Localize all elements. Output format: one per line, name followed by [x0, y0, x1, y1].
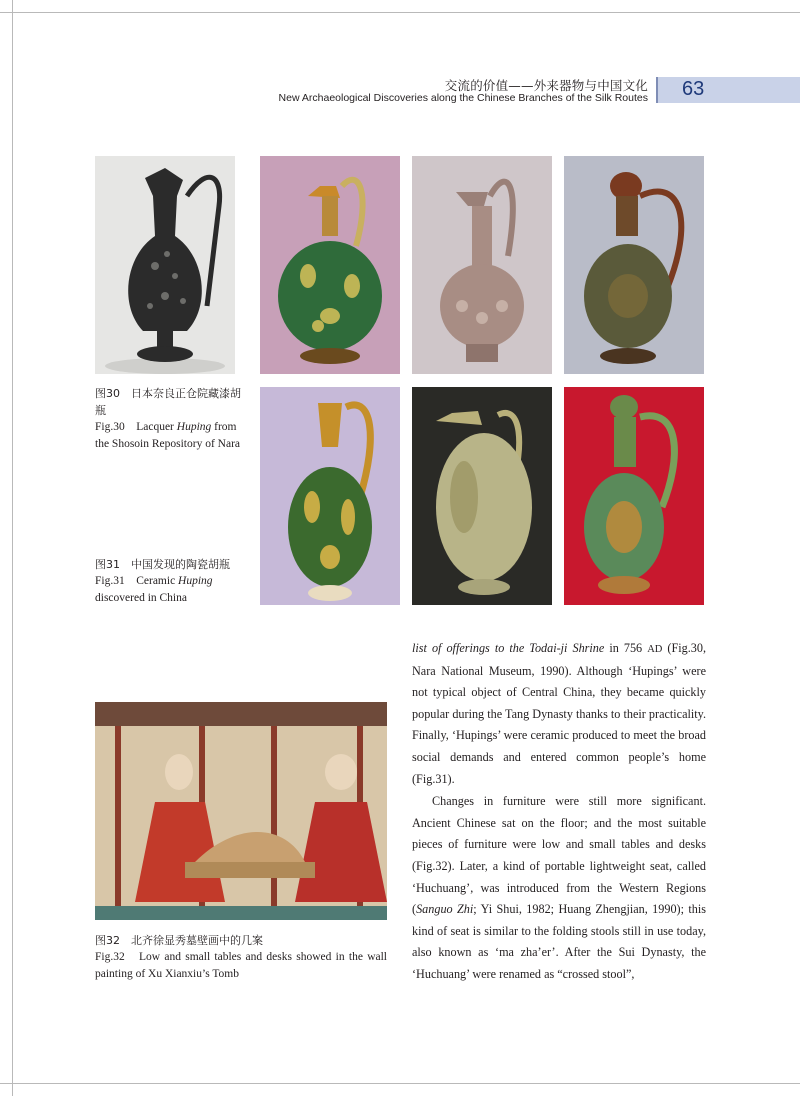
running-header-chinese: 交流的价值——外来器物与中国文化 [444, 78, 648, 93]
page-number: 63 [682, 78, 705, 100]
paragraph-2-italic: Sanguo Zhi [416, 902, 474, 917]
running-header-english: New Archaeological Discoveries along the Chinese Branches of the Silk Routes [278, 92, 648, 104]
photo-fig31-sancai-ewer-green [260, 156, 400, 374]
caption-fig32-chinese: 图32 北齐徐显秀墓壁画中的几案 [95, 934, 263, 947]
paragraph-1-era: AD [647, 644, 663, 655]
caption-fig30-english-suffix: from the Shosoin Repository of Nara [95, 421, 241, 450]
photo-fig31-sancai-ewer-tall [260, 387, 400, 605]
paragraph-1-text-b: (Fig.30, Nara National Museum, 1990). Although ‘Hupings’ were not typical object of Central China, they became quickly popular during the Tang Dynasty thanks to their practicality. Finally, ‘Hupings’ were ceramic produced to meet the broad social demands and entered common people’s home (Fig.31). [412, 641, 706, 786]
caption-fig32 [95, 932, 387, 983]
photo-fig31-gray-ewer [412, 156, 552, 374]
caption-fig30 [95, 385, 245, 453]
caption-fig31-english-italic: Huping [178, 575, 213, 587]
frame-line-left [12, 0, 13, 1096]
paragraph-1 [412, 638, 706, 790]
body-text [412, 638, 706, 986]
paragraph-1-italic: list of offerings to the Todai-ji Shrine [412, 641, 605, 655]
caption-fig32-english: Fig.32 Low and small tables and desks showed in the wall painting of Xu Xianxiu’s Tomb [95, 951, 387, 980]
paragraph-2-text-b: ; Yi Shui, 1982; Huang Zhengjian, 1990); this kind of seat is similar to the folding stools still in use today, also known as ‘ma zha’er’. After the Sui Dynasty, the ‘Huchuang’ were renamed as “crossed stool”, [412, 902, 706, 981]
photo-fig32-wall-painting [95, 702, 387, 920]
caption-fig30-english-prefix: Fig.30 Lacquer [95, 421, 177, 433]
frame-line-bottom [0, 1083, 800, 1084]
frame-line-top [0, 12, 800, 13]
caption-fig31 [95, 556, 250, 607]
caption-fig30-chinese: 图30 日本奈良正仓院藏漆胡瓶 [95, 387, 241, 417]
caption-fig31-english-suffix: discovered in China [95, 592, 187, 604]
caption-fig30-english [95, 419, 245, 453]
photo-fig30-lacquer-ewer [95, 156, 235, 374]
caption-fig30-english-italic: Huping [176, 421, 212, 433]
photo-fig31-celadon-ewer [412, 387, 552, 605]
caption-fig31-english [95, 573, 250, 607]
paragraph-2-text-a: Changes in furniture were still more significant. Ancient Chinese sat on the floor; and the most suitable pieces of furniture were low and small tables and desks (Fig.32). Later, a kind of portable lightweight seat, called ‘Huchuang’, was introduced from the Western Regions ( [412, 794, 706, 917]
caption-fig31-english-prefix: Fig.31 Ceramic [95, 575, 179, 587]
caption-fig31-chinese: 图31 中国发现的陶瓷胡瓶 [95, 558, 230, 571]
photo-fig31-phoenix-ewer-brown [564, 156, 704, 374]
photo-fig31-red-background-ewer [564, 387, 704, 605]
paragraph-1-text-a: in 756 [604, 641, 648, 655]
paragraph-2 [412, 791, 706, 985]
page-number-box [656, 77, 800, 103]
